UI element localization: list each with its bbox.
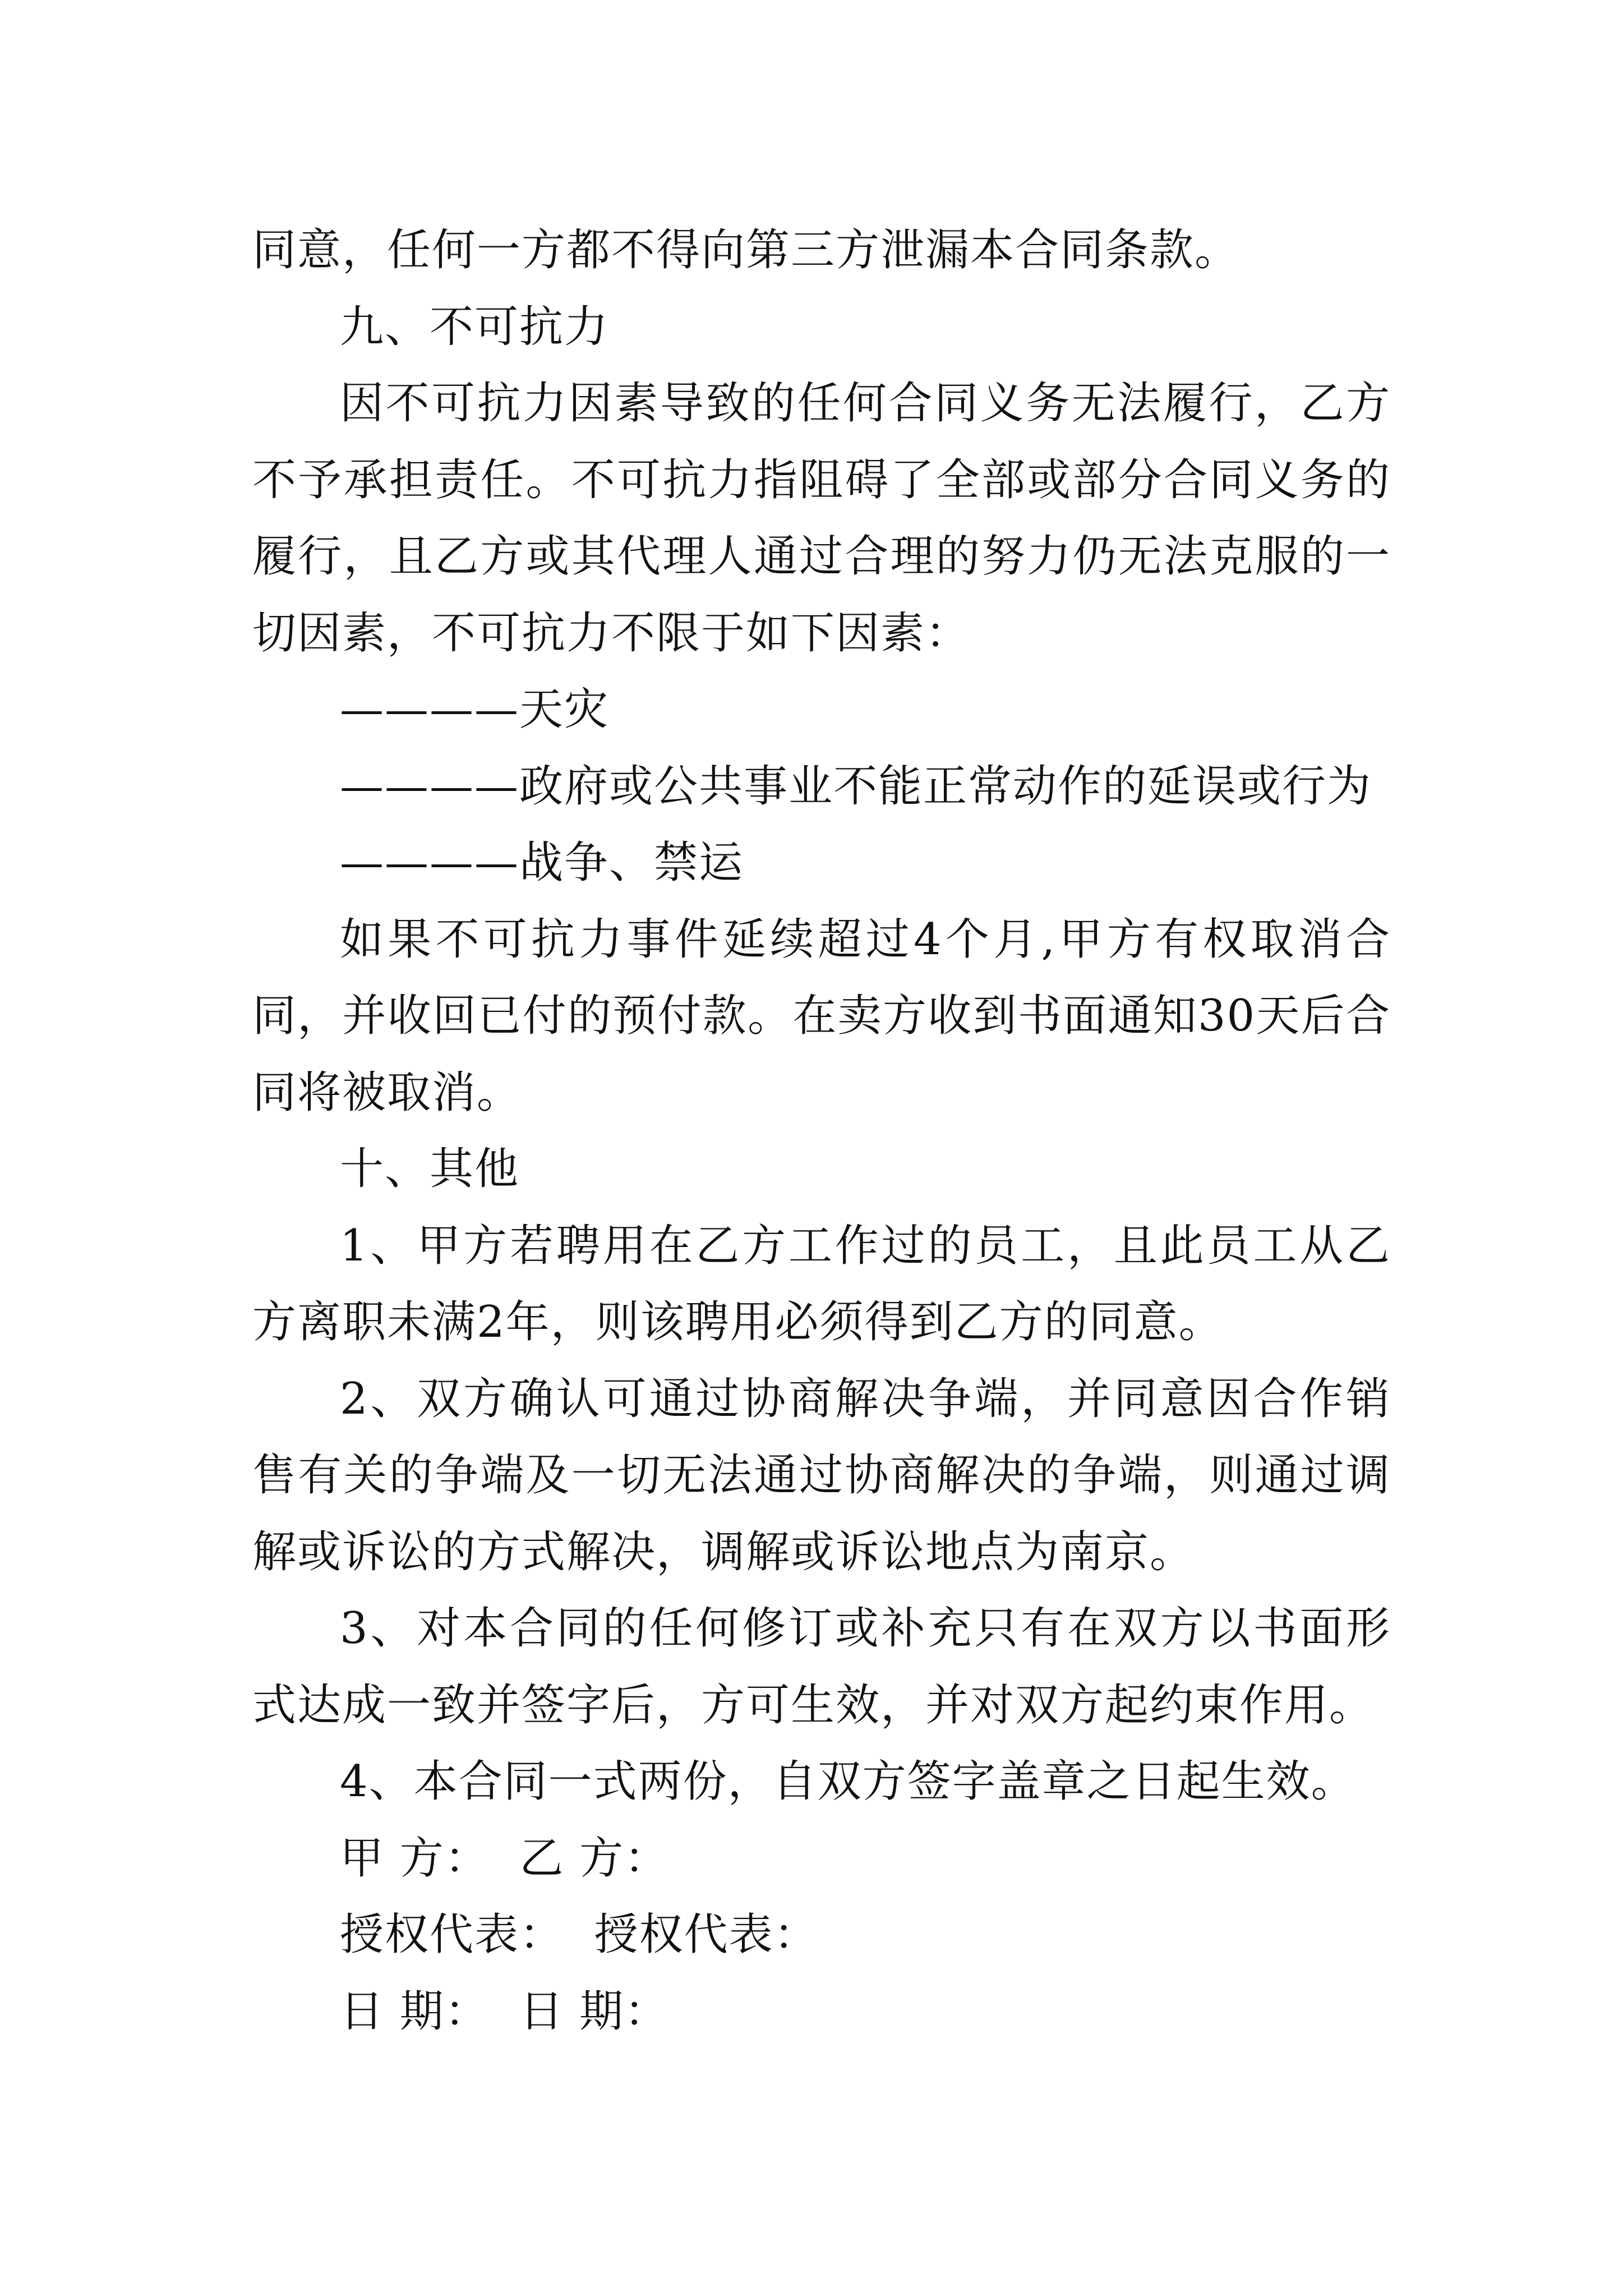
section-9-heading: 九、不可抗力 <box>340 301 610 352</box>
signature-party-line: 甲 方： 乙 方： <box>340 1833 670 1884</box>
signature-date-line: 日 期： 日 期： <box>340 1986 670 2037</box>
force-majeure-item: ————政府或公共事业不能正常动作的延误或行为 <box>340 761 1372 812</box>
opening-line: 同意，任何一方都不得向第三方泄漏本合同条款。 <box>252 225 1240 275</box>
section-10-clause-2: 2、双方确认可通过协商解决争端，并同意因合作销售有关的争端及一切无法通过协商解决的争端，则通过调解或诉讼的方式解决，调解或诉讼地点为南京。 <box>252 1373 1391 1577</box>
section-9-closing: 如果不可抗力事件延续超过4个月,甲方有权取消合同，并收回已付的预付款。在卖方收到书面通知30天后合同将被取消。 <box>252 914 1391 1118</box>
document-body <box>252 212 1391 2050</box>
section-10-clause-4: 4、本合同一式两份，自双方签字盖章之日起生效。 <box>340 1756 1356 1807</box>
signature-representative-line: 授权代表： 授权代表： <box>340 1910 819 1960</box>
force-majeure-item: ————天灾 <box>340 684 610 735</box>
section-10-clause-3: 3、对本合同的任何修订或补充只有在双方以书面形式达成一致并签字后，方可生效，并对双方起约束作用。 <box>252 1603 1391 1731</box>
section-9-paragraph: 因不可抗力因素导致的任何合同义务无法履行，乙方不予承担责任。不可抗力指阻碍了全部或部分合同义务的履行，且乙方或其代理人通过合理的努力仍无法克服的一切因素，不可抗力不限于如下因素： <box>252 378 1391 659</box>
section-10-heading: 十、其他 <box>340 1144 520 1194</box>
force-majeure-item: ————战争、禁运 <box>340 838 744 888</box>
section-10-clause-1: 1、甲方若聘用在乙方工作过的员工，且此员工从乙方离职未满2年，则该聘用必须得到乙方的同意。 <box>252 1220 1391 1347</box>
